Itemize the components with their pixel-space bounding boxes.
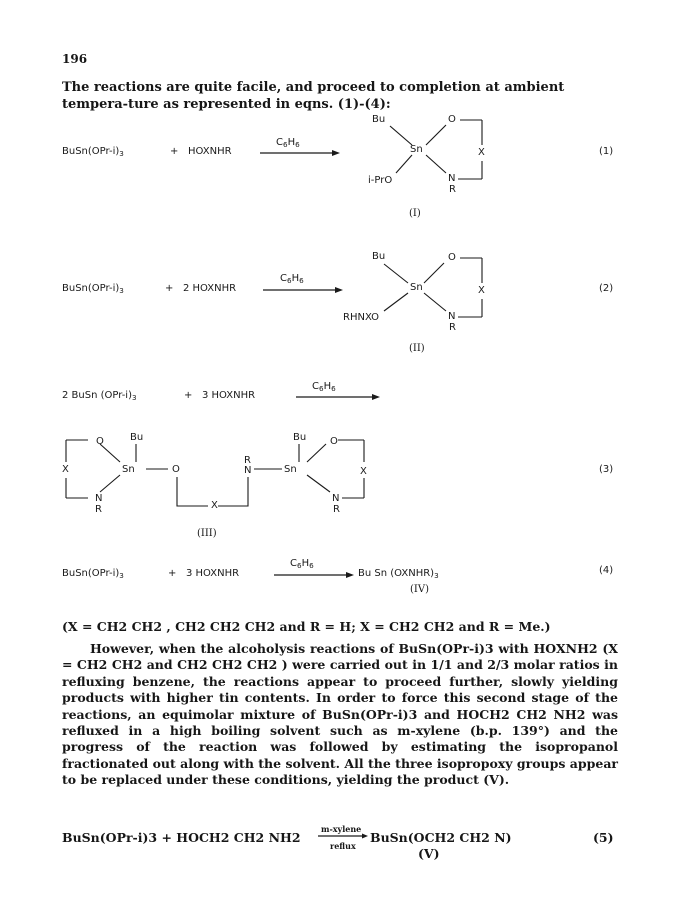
eq4-reaction-arrow (274, 570, 354, 580)
eq5-compound-label: (V) (418, 846, 440, 861)
eq1-reaction-arrow (260, 148, 340, 158)
eq5-solvent-label: m-xylene (321, 824, 362, 834)
eq3-bridged-structure (60, 432, 390, 522)
eq1-isopropoxy: i-PrO (368, 175, 393, 186)
eq1-x: X (478, 147, 485, 158)
eq4-compound-label: (IV) (410, 584, 429, 595)
eq1-bu: Bu (372, 114, 386, 125)
eq3-number: (3) (599, 464, 614, 475)
eq1-reactant-1: $BuSn(OPr-i)_3$ (62, 146, 124, 158)
intro-paragraph: The reactions are quite facile, and proceed to completion at ambient tempera-ture as represented in eqns. (1)-(4): (62, 80, 565, 112)
eq2-compound-label: (II) (409, 343, 425, 354)
eq2-number: (2) (599, 283, 614, 294)
eq2-reactant-1: $BuSn(OPr-i)_3$ (62, 283, 124, 295)
eq2-oxygen: O (448, 252, 456, 263)
eq5-number: (5) (593, 830, 614, 845)
eq4-product: Bu Sn $(OXNHR)_3$ (358, 568, 439, 580)
eq4-solvent: $C_6H_6$ (290, 558, 314, 570)
eq3-oxygen-left: O (96, 436, 104, 447)
eq2-bu: Bu (372, 251, 386, 262)
eq4-number: (4) (599, 565, 614, 576)
eq2-x: X (478, 285, 485, 296)
eq3-x-bridge: X (211, 500, 218, 511)
eq3-x-left: X (62, 464, 69, 475)
eq3-reactant-2: 3 HOXNHR (202, 390, 256, 401)
eq3-plus: + (184, 390, 193, 401)
eq2-plus: + (165, 283, 174, 294)
eq1-reactant-2: HOXNHR (188, 146, 232, 157)
eq1-nitrogen: N (448, 173, 456, 184)
eq4-plus: + (168, 568, 177, 579)
eq3-oxygen-bridge: O (172, 464, 180, 475)
eq5-condition-label: reflux (330, 841, 356, 851)
eq1-number: (1) (599, 146, 614, 157)
eq1-compound-label: (I) (409, 208, 421, 219)
eq2-r: R (449, 322, 456, 333)
eq2-solvent: $C_6H_6$ (280, 273, 304, 285)
eq2-tin: Sn (410, 282, 423, 293)
eq3-nitrogen-right: N (332, 493, 340, 504)
eq3-reaction-arrow (296, 392, 380, 402)
eq1-plus: + (170, 146, 179, 157)
eq3-r-right: R (333, 504, 340, 515)
eq4-reactant-2: 3 HOXNHR (186, 568, 240, 579)
eq3-solvent: $C_6H_6$ (312, 381, 336, 393)
eq5-reaction-arrow (318, 832, 368, 840)
eq3-r-bridge: R (244, 455, 251, 466)
eq1-r: R (449, 184, 456, 195)
eq3-tin-right: Sn (284, 464, 297, 475)
body-paragraph: However, when the alcoholysis reactions of BuSn(OPr-i)3 with HOXNH2 (X = CH2 CH2 and CH2 CH2 CH2 ) were carried out in 1/1 and 2/3 molar ratios in refluxing benzene, the reactions appear to proceed further, slowly yielding products with higher tin contents. In order to force this second stage of the reactions, an equimolar mixture of BuSn(OPr-i)3 and HOCH2 CH2 NH2 was refluxed in a high boiling solvent such as m-xylene (b.p. 139°) and the progress of the reaction was followed by estimating the isopropanol fractionated out along with the solvent. All the three isopropoxy groups appear to be replaced under these conditions, yielding the product (V). (62, 641, 618, 788)
eq3-reactant-1: 2 BuSn $(OPr-i)_3$ (62, 390, 137, 402)
eq1-oxygen: O (448, 114, 456, 125)
eq3-x-right: X (360, 466, 367, 477)
eq3-nitrogen-left: N (95, 493, 103, 504)
eq2-reactant-2: 2 HOXNHR (183, 283, 237, 294)
eq3-nitrogen-bridge: N (244, 465, 252, 476)
eq3-compound-label: (III) (197, 528, 217, 539)
eq3-tin-left: Sn (122, 464, 135, 475)
eq5-reactants: BuSn(OPr-i)3 + HOCH2 CH2 NH2 (62, 830, 301, 845)
eq3-oxygen-right: O (330, 436, 338, 447)
eq2-nitrogen: N (448, 311, 456, 322)
eq3-r-left: R (95, 504, 102, 515)
eq2-rhnxo: RHNXO (343, 312, 380, 323)
eq2-reaction-arrow (263, 285, 343, 295)
eq4-reactant-1: $BuSn(OPr-i)_3$ (62, 568, 124, 580)
eq1-tin: Sn (410, 144, 423, 155)
page-number: 196 (62, 52, 88, 66)
eq5-product: BuSn(OCH2 CH2 N) (370, 830, 512, 845)
eq3-bu-left: Bu (130, 432, 144, 443)
eq1-solvent: $C_6H_6$ (276, 137, 300, 149)
substituent-definitions: (X = CH2 CH2 , CH2 CH2 CH2 and R = H; X = CH2 CH2 and R = Me.) (62, 619, 551, 634)
eq3-bu-right: Bu (293, 432, 307, 443)
